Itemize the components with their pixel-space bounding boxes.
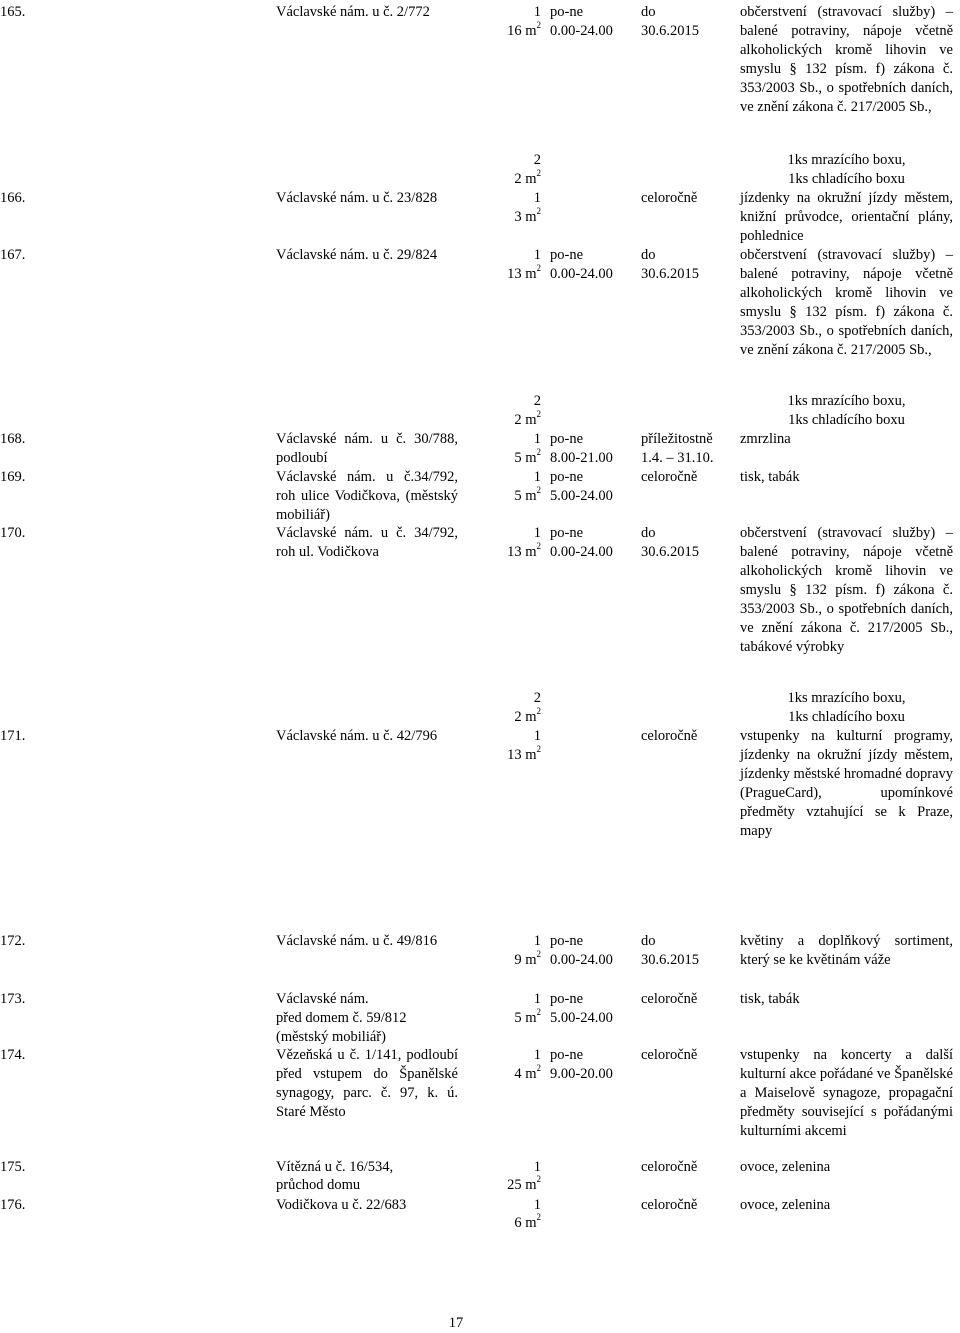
area: 4 $m^2$ (514, 1063, 541, 1082)
address-line2: průchod domu (276, 1177, 361, 1193)
box-note-1: 1ks mrazícího boxu, (787, 690, 906, 706)
period-line2: 30.6.2015 (641, 266, 699, 282)
row-number: 167. (0, 247, 26, 263)
period-line1: do (641, 933, 656, 949)
count: 1 (533, 247, 541, 263)
hours: 0.00-24.00 (550, 544, 613, 560)
row-number: 168. (0, 431, 26, 447)
goods: občerstvení (stravovací služby) – balené potraviny, nápoje včetně alkoholických kromě lihovin ve smyslu § 132 písm. f) zákona č. 353/2003 Sb., o spotřebních daních, ve znění zákona č. 217/2005 Sb., (740, 247, 953, 358)
area: 5 $m^2$ (514, 447, 541, 466)
period-line1: příležitostně (641, 431, 713, 447)
box-count: 2 (533, 690, 541, 706)
count: 1 (533, 431, 541, 447)
row-number: 166. (0, 190, 26, 206)
days: po-ne (550, 469, 584, 485)
address-line1: Václavské nám. (276, 991, 369, 1007)
hours: 0.00-24.00 (550, 23, 613, 39)
period: celoročně (641, 190, 698, 206)
period-line2: 30.6.2015 (641, 952, 699, 968)
days: po-ne (550, 4, 584, 20)
address: Václavské nám. u č. 34/792, roh ul. Vodičkova (276, 525, 458, 560)
address: Václavské nám. u č. 2/772 (276, 4, 430, 20)
box-note-2: 1ks chladícího boxu (788, 171, 905, 187)
days: po-ne (550, 1047, 584, 1063)
count: 1 (533, 4, 541, 20)
goods: občerstvení (stravovací služby) – balené potraviny, nápoje včetně alkoholických kromě lihovin ve smyslu § 132 písm. f) zákona č. 353/2003 Sb., o spotřebních daních, ve znění zákona č. 217/2005 Sb., (740, 4, 953, 115)
area: 16 $m^2$ (507, 20, 541, 39)
period: celoročně (641, 1047, 698, 1063)
area: 5 $m^2$ (514, 485, 541, 504)
goods: ovoce, zelenina (740, 1197, 831, 1213)
count: 1 (533, 1159, 541, 1175)
period-line1: do (641, 247, 656, 263)
row-number: 165. (0, 4, 26, 20)
count: 1 (533, 1047, 541, 1063)
count: 1 (533, 991, 541, 1007)
count: 1 (533, 525, 541, 541)
address: Vězeňská u č. 1/141, podloubí před vstupem do Španělské synagogy, parc. č. 97, k. ú. Staré Město (276, 1047, 458, 1120)
address: Václavské nám. u č. 23/828 (276, 190, 438, 206)
area: 6 $m^2$ (514, 1212, 541, 1231)
box-area: 2 $m^2$ (514, 409, 541, 428)
count: 1 (533, 728, 541, 744)
goods: občerstvení (stravovací služby) – balené potraviny, nápoje včetně alkoholických kromě lihovin ve smyslu § 132 písm. f) zákona č. 353/2003 Sb., o spotřebních daních, ve znění zákona č. 217/2005 Sb., tabákové výrobky (740, 525, 953, 655)
address: Václavské nám. u č. 49/816 (276, 933, 438, 949)
box-note-1: 1ks mrazícího boxu, (787, 152, 906, 168)
area: 13 $m^2$ (507, 263, 541, 282)
period: celoročně (641, 1197, 698, 1213)
count: 1 (533, 1197, 541, 1213)
goods: jízdenky na okružní jízdy městem, knižní průvodce, orientační plány, pohlednice (740, 190, 953, 244)
box-count: 2 (533, 152, 541, 168)
goods: zmrzlina (740, 431, 791, 447)
row-number: 173. (0, 991, 26, 1007)
address-line1: Vítězná u č. 16/534, (276, 1159, 394, 1175)
area: 9 $m^2$ (514, 949, 541, 968)
hours: 5.00-24.00 (550, 488, 613, 504)
period-line2: 30.6.2015 (641, 544, 699, 560)
box-area: 2 $m^2$ (514, 168, 541, 187)
row-number: 170. (0, 525, 26, 541)
goods: ovoce, zelenina (740, 1159, 831, 1175)
hours: 8.00-21.00 (550, 450, 613, 466)
goods: tisk, tabák (740, 469, 800, 485)
hours: 0.00-24.00 (550, 952, 613, 968)
period: celoročně (641, 1159, 698, 1175)
hours: 0.00-24.00 (550, 266, 613, 282)
goods: tisk, tabák (740, 991, 800, 1007)
row-number: 176. (0, 1197, 26, 1213)
count: 1 (533, 469, 541, 485)
count: 1 (533, 190, 541, 206)
goods: květiny a doplňkový sortiment, který se ke květinám váže (740, 933, 953, 968)
box-area: 2 $m^2$ (514, 706, 541, 725)
area: 13 $m^2$ (507, 541, 541, 560)
days: po-ne (550, 991, 584, 1007)
days: po-ne (550, 431, 584, 447)
days: po-ne (550, 525, 584, 541)
days: po-ne (550, 933, 584, 949)
address: Vodičkova u č. 22/683 (276, 1197, 407, 1213)
row-number: 171. (0, 728, 26, 744)
area: 3 $m^2$ (514, 206, 541, 225)
box-count: 2 (533, 393, 541, 409)
row-number: 169. (0, 469, 26, 485)
address: Václavské nám. u č. 30/788, podloubí (276, 431, 458, 466)
period-line2: 1.4. – 31.10. (641, 450, 714, 466)
goods: vstupenky na kulturní programy, jízdenky na okružní jízdy městem, jízdenky městské hromadné dopravy (PragueCard), upomínkové předměty vztahující se k Praze, mapy (740, 728, 954, 839)
days: po-ne (550, 247, 584, 263)
area: 5 $m^2$ (514, 1007, 541, 1026)
period-line2: 30.6.2015 (641, 23, 699, 39)
area: 25 $m^2$ (507, 1174, 541, 1193)
page-number: 17 (448, 1315, 464, 1331)
address-line2: před domem č. 59/812 (276, 1010, 407, 1026)
period: celoročně (641, 991, 698, 1007)
period-line1: do (641, 525, 656, 541)
period-line1: do (641, 4, 656, 20)
box-note-2: 1ks chladícího boxu (788, 709, 905, 725)
area: 13 $m^2$ (507, 744, 541, 763)
row-number: 175. (0, 1159, 26, 1175)
period: celoročně (641, 469, 698, 485)
address: Václavské nám. u č. 42/796 (276, 728, 438, 744)
box-note-2: 1ks chladícího boxu (788, 412, 905, 428)
address-line3: (městský mobiliář) (276, 1029, 386, 1045)
box-note-1: 1ks mrazícího boxu, (787, 393, 906, 409)
hours: 5.00-24.00 (550, 1010, 613, 1026)
row-number: 174. (0, 1047, 26, 1063)
address: Václavské nám. u č.34/792, roh ulice Vodičkova, (městský mobiliář) (276, 469, 458, 523)
goods: vstupenky na koncerty a další kulturní akce pořádané ve Španělské a Maiselově synagoze, propagační předměty související s pořádanými kulturními akcemi (740, 1047, 953, 1139)
period: celoročně (641, 728, 698, 744)
row-number: 172. (0, 933, 26, 949)
count: 1 (533, 933, 541, 949)
address: Václavské nám. u č. 29/824 (276, 247, 438, 263)
hours: 9.00-20.00 (550, 1066, 613, 1082)
